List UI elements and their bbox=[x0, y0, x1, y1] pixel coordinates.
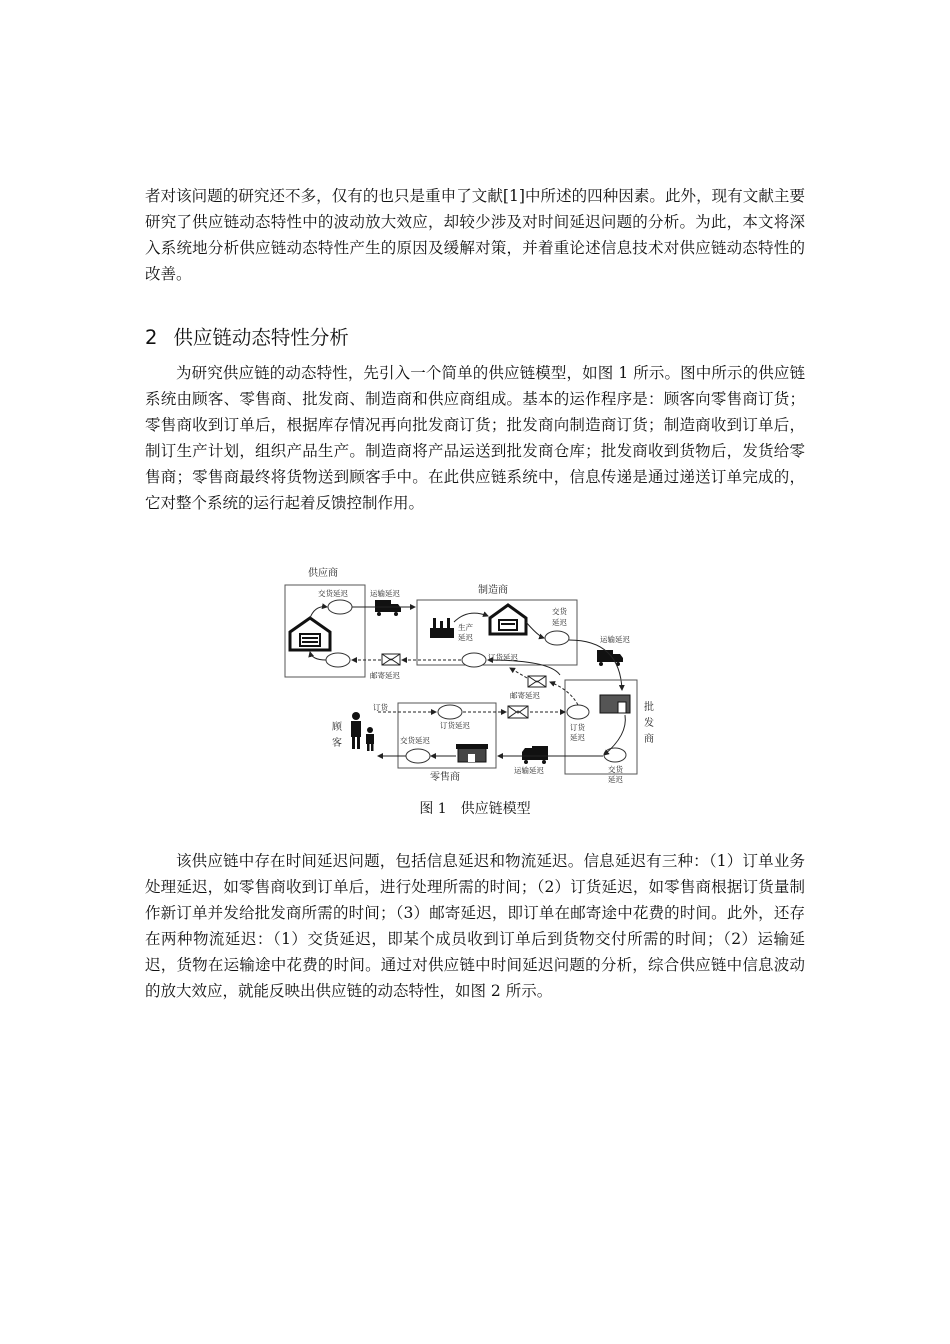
retailer-delivery-label: 交货延迟 bbox=[400, 736, 430, 745]
figure-caption bbox=[0, 798, 950, 818]
truck-icon bbox=[522, 746, 548, 764]
warehouse-icon bbox=[490, 605, 526, 634]
supplier-order-node bbox=[326, 653, 350, 667]
mail-delay-label-1: 邮寄延迟 bbox=[370, 671, 400, 680]
transport-delay-label-1: 运输延迟 bbox=[370, 589, 400, 598]
transport-delay-label-2: 运输延迟 bbox=[600, 635, 630, 644]
figure-title: 供应链模型 bbox=[460, 801, 531, 817]
wholesaler-delivery-node bbox=[604, 748, 626, 762]
mail-icon bbox=[528, 676, 546, 687]
retailer-label: 零售商 bbox=[430, 772, 460, 783]
truck-icon bbox=[375, 600, 401, 616]
production-delay-label: 生产 bbox=[458, 623, 473, 632]
retailer-order-node bbox=[438, 705, 462, 719]
wholesaler-delivery-label-2: 延迟 bbox=[608, 775, 623, 784]
wholesaler-delivery-label: 交货 bbox=[608, 765, 623, 774]
order-delay-label-2: 订货延迟 bbox=[440, 721, 470, 730]
wholesaler-label-3: 商 bbox=[644, 734, 654, 745]
mail-arrow-2 bbox=[510, 668, 527, 678]
wholesaler-order-node bbox=[567, 705, 589, 719]
customer-icon bbox=[351, 712, 374, 751]
manufacturer-order-node bbox=[462, 653, 486, 667]
order-delay-label-1: 订货延迟 bbox=[488, 653, 518, 662]
section-heading bbox=[145, 322, 349, 350]
mail-icon bbox=[382, 654, 400, 665]
manufacturer-delivery-node bbox=[545, 631, 569, 645]
customer-label: 顾 bbox=[332, 722, 342, 733]
supplier-inner-arrow bbox=[310, 607, 327, 618]
retailer-delivery-node bbox=[406, 749, 430, 763]
supplier-label: 供应商 bbox=[308, 568, 338, 579]
supplier-delivery-delay-label: 交货延迟 bbox=[318, 589, 348, 598]
supplier-order-arrow bbox=[310, 652, 326, 660]
paragraph-intro-continuation: 者对该问题的研究还不多，仅有的也只是重申了文献[1]中所述的四种因素。此外，现有文献主要研究了供应链动态特性中的波动放大效应，却较少涉及对时间延迟问题的分析。为此，本文将深入系统地分析供应链动态特性产生的原因及缓解对策，并着重论述信息技术对供应链动态特性的改善。 bbox=[145, 187, 805, 283]
order-label: 订货 bbox=[373, 703, 388, 712]
store-icon bbox=[456, 744, 488, 762]
mail-delay-label-2: 邮寄延迟 bbox=[510, 691, 540, 700]
manufacturer-production-arrow bbox=[454, 613, 488, 622]
warehouse-icon bbox=[290, 618, 330, 650]
section-title: 供应链动态特性分析 bbox=[173, 326, 349, 349]
manufacturer-delivery-arrow bbox=[526, 622, 544, 638]
wholesaler-order-arrow bbox=[550, 682, 578, 705]
wholesaler-order-label-2: 延迟 bbox=[570, 733, 585, 742]
manufacturer-order-arrow bbox=[488, 660, 560, 675]
wholesaler-label-2: 发 bbox=[644, 718, 654, 729]
supplier-delivery-node bbox=[328, 600, 352, 614]
manufacturer-delivery-label: 交货 bbox=[552, 607, 567, 616]
manufacturer-delivery-label-2: 延迟 bbox=[552, 618, 567, 627]
wholesaler-label: 批 bbox=[644, 702, 654, 713]
store-icon bbox=[600, 695, 630, 713]
transport-delay-label-3: 运输延迟 bbox=[514, 766, 544, 775]
paragraph-time-delay: 该供应链中存在时间延迟问题，包括信息延迟和物流延迟。信息延迟有三种：（1）订单业务处理延迟，如零售商收到订单后，进行处理所需的时间；（2）订货延迟，如零售商根据订货量制作新订单并发给批发商所需的时间；（3）邮寄延迟，即订单在邮寄途中花费的时间。此外，还存在两种物流延迟：（1）交货延迟，即某个成员收到订单后到货物交付所需的时间；（2）运输延迟，货物在运输途中花费的时间。通过对供应链中时间延迟问题的分析，综合供应链中信息波动的放大效应，就能反映出供应链的动态特性，如图 2 所示。 bbox=[145, 852, 805, 1000]
wholesaler-order-label: 订货 bbox=[570, 723, 585, 732]
supply-chain-figure bbox=[270, 560, 660, 785]
production-delay-label-2: 延迟 bbox=[458, 633, 473, 642]
section-number: 2 bbox=[145, 326, 158, 349]
manufacturer-label: 制造商 bbox=[478, 585, 508, 596]
factory-icon bbox=[430, 618, 454, 638]
mail-icon bbox=[508, 706, 528, 718]
paragraph-model-description: 为研究供应链的动态特性，先引入一个简单的供应链模型，如图 1 所示。图中所示的供应链系统由顾客、零售商、批发商、制造商和供应商组成。基本的运作程序是：顾客向零售商订货；零售商收到订单后，根据库存情况再向批发商订货；批发商向制造商订货；制造商收到订单后，制订生产计划，组织产品生产。制造商将产品运送到批发商仓库；批发商收到货物后，发货给零售商；零售商最终将货物送到顾客手中。在此供应链系统中，信息传递是通过递送订单完成的，它对整个系统的运行起着反馈控制作用。 bbox=[145, 364, 805, 512]
truck-icon bbox=[597, 650, 623, 666]
figure-number: 图 1 bbox=[419, 801, 447, 817]
customer-label-2: 客 bbox=[332, 738, 342, 749]
